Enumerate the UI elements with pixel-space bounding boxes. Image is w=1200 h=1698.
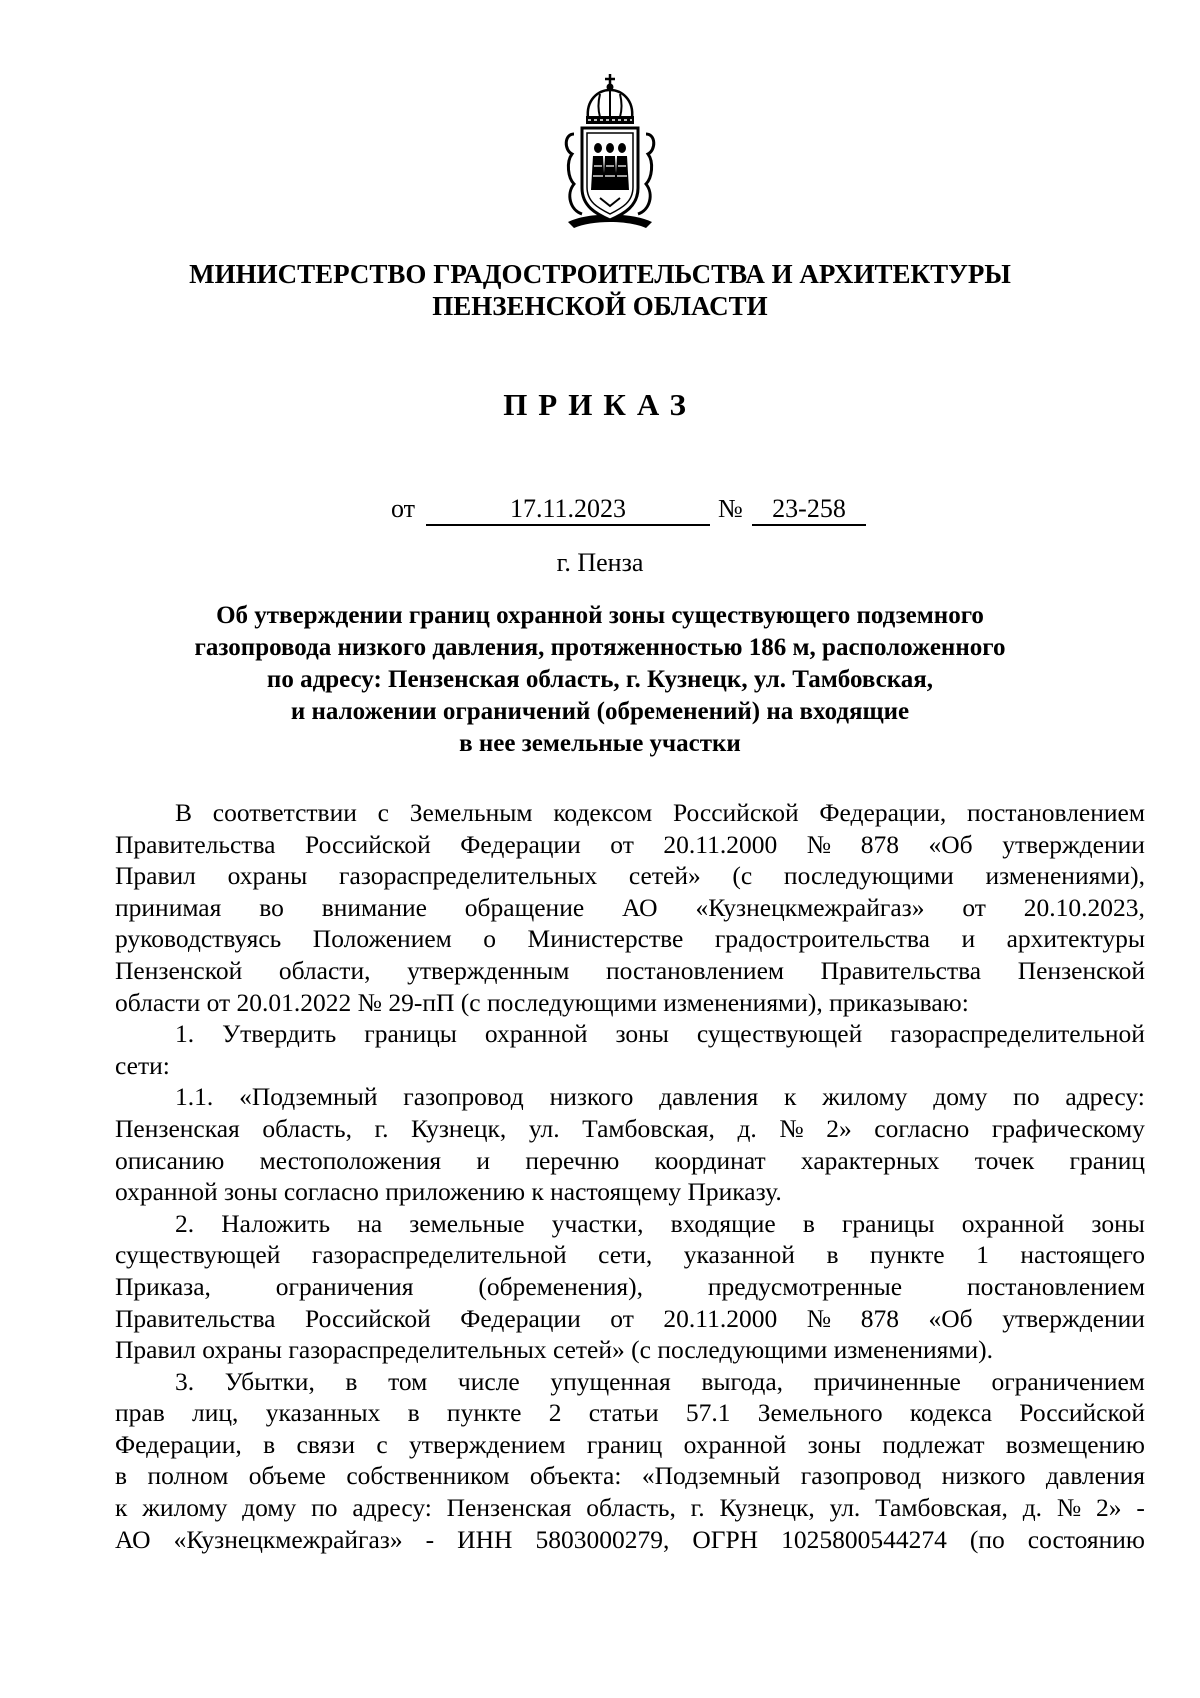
- body-line: Пензенской области, утвержденным постановлением Правительства Пензенской: [115, 955, 1145, 985]
- body-line: сети:: [115, 1050, 170, 1080]
- body-line: Правил охраны газораспределительных сетей» (с последующими изменениями),: [115, 861, 1145, 891]
- title-line: в нее земельные участки: [459, 730, 741, 757]
- document-type: ПРИКАЗ: [503, 387, 697, 422]
- title-line: по адресу: Пензенская область, г. Кузнецк, ул. Тамбовская,: [266, 666, 934, 693]
- document-date: 17.11.2023: [426, 494, 710, 526]
- body-line: Правительства Российской Федерации от 20.11.2000 № 878 «Об утверждении: [115, 1303, 1145, 1333]
- title-line: газопровода низкого давления, протяженностью 186 м, расположенного: [194, 634, 1006, 661]
- body-line: 1.1. «Подземный газопровод низкого давления к жилому дому по адресу:: [175, 1082, 1145, 1112]
- body-line: охранной зоны согласно приложению к настоящему Приказу.: [115, 1177, 782, 1207]
- body-line: Приказа, ограничения (обременения), предусмотренные постановлением: [115, 1271, 1145, 1301]
- body-line: Правительства Российской Федерации от 20.11.2000 № 878 «Об утверждении: [115, 829, 1145, 859]
- body-line: принимая во внимание обращение АО «Кузнецкмежрайгаз» от 20.10.2023,: [115, 892, 1145, 922]
- body-line: Федерации, в связи с утверждением границ охранной зоны подлежат возмещению: [115, 1429, 1145, 1459]
- body-line: АО «Кузнецкмежрайгаз» - ИНН 5803000279, ОГРН 1025800544274 (по состоянию: [115, 1524, 1145, 1554]
- number-prefix: №: [718, 494, 743, 523]
- document-number: 23-258: [752, 494, 866, 526]
- date-prefix: от: [391, 494, 416, 523]
- body-line: руководствуясь Положением о Министерстве градостроительства и архитектуры: [115, 924, 1145, 954]
- title-line: Об утверждении границ охранной зоны существующего подземного: [216, 602, 984, 629]
- ministry-name: [0, 258, 1200, 322]
- body-line: прав лиц, указанных в пункте 2 статьи 57.1 Земельного кодекса Российской: [115, 1398, 1145, 1428]
- city: г. Пенза: [556, 548, 644, 577]
- ministry-line: МИНИСТЕРСТВО ГРАДОСТРОИТЕЛЬСТВА И АРХИТЕКТУРЫ: [189, 259, 1011, 289]
- body-line: описанию местоположения и перечню координат характерных точек границ: [115, 1145, 1145, 1175]
- body-line: Пензенская область, г. Кузнецк, ул. Тамбовская, д. № 2» согласно графическому: [115, 1113, 1145, 1143]
- document-title: [0, 600, 1200, 760]
- body-line: Правил охраны газораспределительных сетей» (с последующими изменениями).: [115, 1335, 994, 1365]
- body-line: к жилому дому по адресу: Пензенская область, г. Кузнецк, ул. Тамбовская, д. № 2» -: [115, 1493, 1145, 1523]
- document-body: [115, 797, 1145, 1555]
- coat-of-arms-icon: [560, 70, 660, 232]
- body-line: области от 20.01.2022 № 29-пП (с последующими изменениями), приказываю:: [115, 987, 969, 1017]
- body-line: 1. Утвердить границы охранной зоны существующей газораспределительной: [175, 1019, 1145, 1049]
- title-line: и наложении ограничений (обременений) на входящие: [290, 698, 910, 725]
- body-line: существующей газораспределительной сети, указанной в пункте 1 настоящего: [115, 1240, 1145, 1270]
- body-line: 3. Убытки, в том числе упущенная выгода, причиненные ограничением: [175, 1366, 1145, 1396]
- ministry-line: ПЕНЗЕНСКОЙ ОБЛАСТИ: [432, 291, 768, 321]
- body-line: в полном объеме собственником объекта: «Подземный газопровод низкого давления: [115, 1461, 1145, 1491]
- body-line: В соответствии с Земельным кодексом Российской Федерации, постановлением: [175, 798, 1145, 827]
- body-line: 2. Наложить на земельные участки, входящие в границы охранной зоны: [175, 1208, 1145, 1238]
